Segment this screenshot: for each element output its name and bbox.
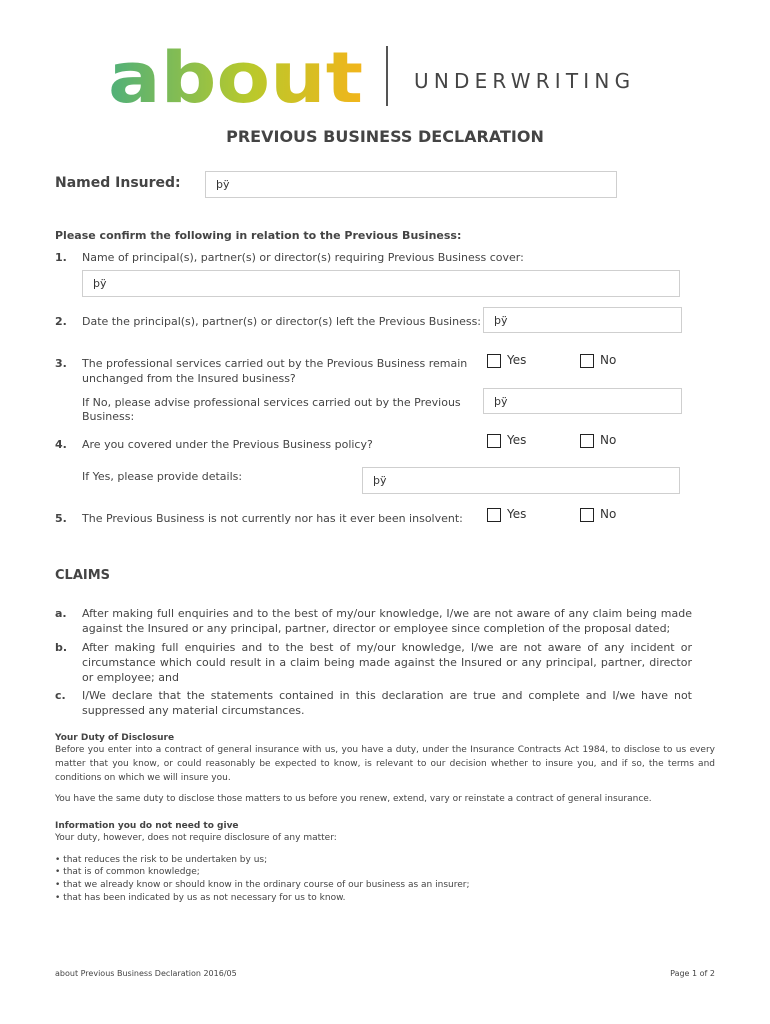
question-4-text: Are you covered under the Previous Business policy? <box>82 438 373 451</box>
question-3-text-line2: unchanged from the Insured business? <box>82 372 296 385</box>
policy-details-input[interactable]: þÿ <box>362 467 680 494</box>
list-item: • that has been indicated by us as not necessary for us to know. <box>55 893 346 903</box>
date-left-input[interactable]: þÿ <box>483 307 682 333</box>
q4-yes-label: Yes <box>507 433 527 447</box>
q3-no-label: No <box>600 353 617 367</box>
claims-heading: CLAIMS <box>55 568 111 583</box>
footer-document-id: about Previous Business Declaration 2016/05 <box>55 969 237 978</box>
info-heading: Information you do not need to give <box>55 821 239 831</box>
q4-no-checkbox[interactable] <box>580 434 594 448</box>
disclosure-paragraph-1: Before you enter into a contract of general insurance with us, you have a duty, under the Insurance Contracts Act 1984, to disclose to us every matter that you know, or could reasonably be expected to know, is relevant to our decision whether to insure you, and if so, the terms and conditions on which we will insure you. <box>55 745 715 783</box>
question-number: 3. <box>55 357 67 370</box>
claim-statement-c: I/We declare that the statements contained in this declaration are true and complete and I/we have not suppressed any material circumstances. <box>82 689 692 717</box>
q4-followup-text: If Yes, please provide details: <box>82 470 243 483</box>
question-number: 1. <box>55 251 67 264</box>
claim-letter: a. <box>55 607 67 620</box>
q5-yes-checkbox[interactable] <box>487 508 501 522</box>
brand-suffix: UNDERWRITING <box>414 69 636 93</box>
q5-no-checkbox[interactable] <box>580 508 594 522</box>
q4-yes-checkbox[interactable] <box>487 434 501 448</box>
disclosure-heading: Your Duty of Disclosure <box>55 733 175 743</box>
q4-no-label: No <box>600 433 617 447</box>
claim-letter: b. <box>55 641 68 654</box>
question-2-text: Date the principal(s), partner(s) or director(s) left the Previous Business: <box>82 315 482 328</box>
principals-name-input[interactable]: þÿ <box>82 270 680 297</box>
named-insured-input[interactable]: þÿ <box>205 171 617 198</box>
footer-page-number: Page 1 of 2 <box>670 969 715 978</box>
question-number: 5. <box>55 512 67 525</box>
professional-services-input[interactable]: þÿ <box>483 388 682 414</box>
claim-statement-a: After making full enquiries and to the best of my/our knowledge, I/we are not aware of any claim being made against the Insured or any principal, partner, director or employee since completion of the proposal dated; <box>82 607 692 635</box>
q3-followup-line1: If No, please advise professional services carried out by the Previous <box>82 396 461 409</box>
logo-divider <box>386 46 388 106</box>
section-intro: Please confirm the following in relation to the Previous Business: <box>55 229 462 242</box>
claim-letter: c. <box>55 689 66 702</box>
logo-wordmark: about <box>108 40 363 112</box>
question-number: 4. <box>55 438 67 451</box>
info-intro: Your duty, however, does not require disclosure of any matter: <box>55 833 337 843</box>
list-item: • that reduces the risk to be undertaken by us; <box>55 855 268 865</box>
q3-no-checkbox[interactable] <box>580 354 594 368</box>
q3-yes-checkbox[interactable] <box>487 354 501 368</box>
question-5-text: The Previous Business is not currently nor has it ever been insolvent: <box>82 512 463 525</box>
page-title: PREVIOUS BUSINESS DECLARATION <box>226 127 544 146</box>
claim-statement-b: After making full enquiries and to the best of my/our knowledge, I/we are not aware of any incident or circumstance which could result in a claim being made against the Insured or any principal, partner, director or employee; and <box>82 641 692 684</box>
disclosure-paragraph-2: You have the same duty to disclose those matters to us before you renew, extend, vary or reinstate a contract of general insurance. <box>55 794 652 804</box>
about-logo <box>108 40 368 112</box>
question-3-text-line1: The professional services carried out by the Previous Business remain <box>82 357 468 370</box>
named-insured-label: Named Insured: <box>55 175 181 191</box>
list-item: • that is of common knowledge; <box>55 867 200 877</box>
question-1-text: Name of principal(s), partner(s) or director(s) requiring Previous Business cover: <box>82 251 524 264</box>
list-item: • that we already know or should know in the ordinary course of our business as an insurer; <box>55 880 470 890</box>
q3-followup-line2: Business: <box>82 410 135 423</box>
q5-yes-label: Yes <box>507 507 527 521</box>
q5-no-label: No <box>600 507 617 521</box>
q3-yes-label: Yes <box>507 353 527 367</box>
question-number: 2. <box>55 315 67 328</box>
